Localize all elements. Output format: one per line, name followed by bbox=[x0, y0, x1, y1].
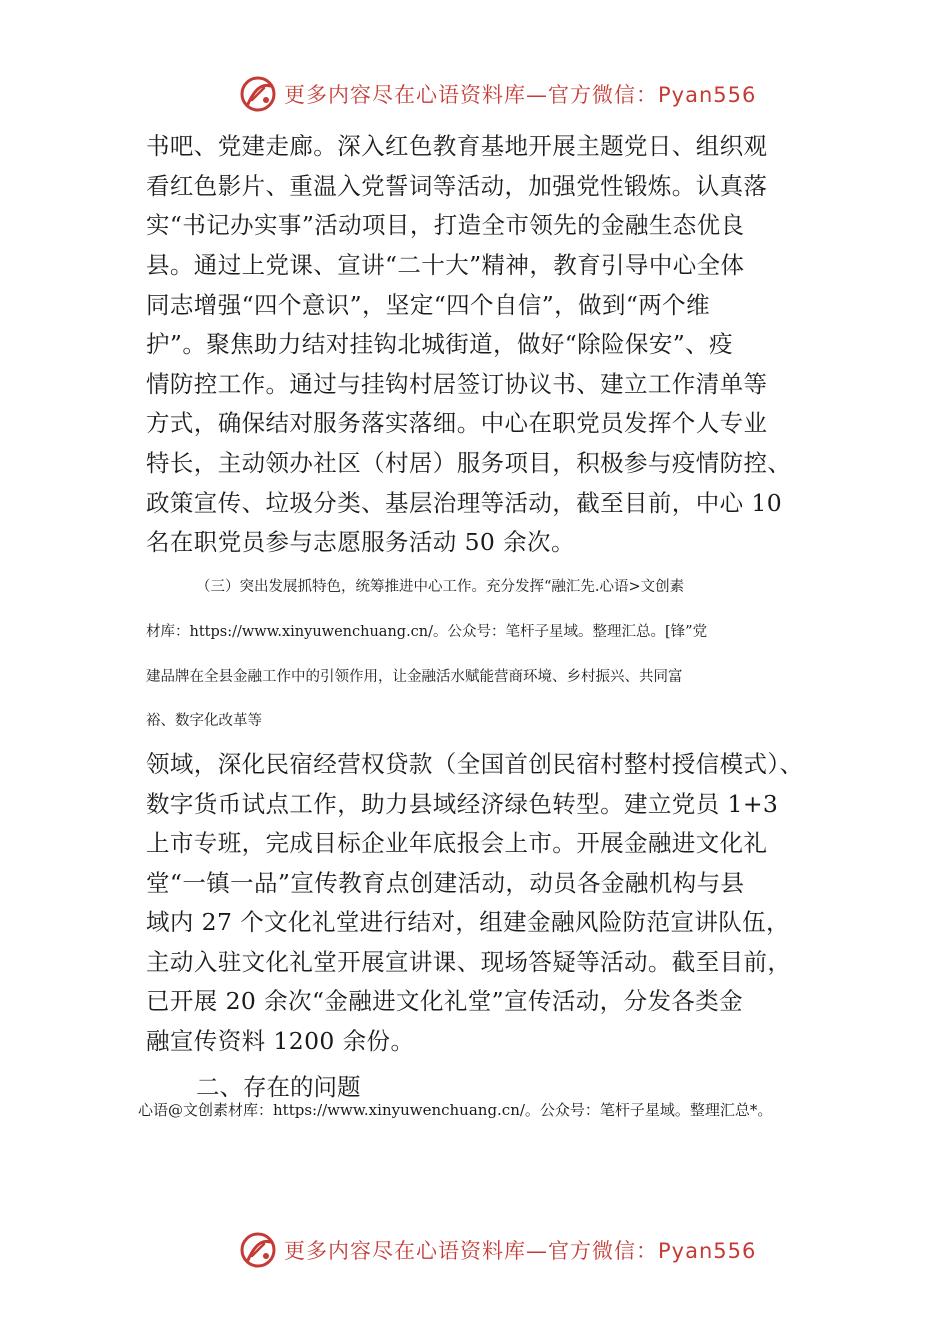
text-line: 看红色影片、重温入党誓词等活动，加强党性锻炼。认真落 bbox=[146, 172, 768, 200]
text-line: 上市专班，完成目标企业年底报会上市。开展金融进文化礼 bbox=[146, 829, 768, 857]
text-line: 实“书记办实事”活动项目，打造全市领先的金融生态优良 bbox=[146, 211, 745, 239]
text-line: 情防控工作。通过与挂钩村居签订协议书、建立工作清单等 bbox=[146, 370, 768, 398]
text-line: 主动入驻文化礼堂开展宣讲课、现场答疑等活动。截至目前， bbox=[146, 948, 792, 976]
text-line: 融宣传资料 1200 余份。 bbox=[146, 1027, 415, 1055]
small-text-line: 材库：https://www.xinyuwenchuang.cn/。公众号：笔杆子星域。整理汇总。[锋”党 bbox=[146, 624, 708, 640]
text-line: 域内 27 个文化礼堂进行结对，组建金融风险防范宣讲队伍， bbox=[146, 908, 790, 936]
footer-banner-text: 更多内容尽在心语资料库—官方微信：Pyan556 bbox=[284, 1239, 757, 1263]
section-heading: 二、存在的问题 bbox=[196, 1073, 361, 1101]
text-line: 方式，确保结对服务落实落细。中心在职党员发挥个人专业 bbox=[146, 409, 768, 437]
text-line: 同志增强“四个意识”，坚定“四个自信”，做到“两个维 bbox=[146, 291, 710, 319]
logo-icon bbox=[238, 1230, 278, 1270]
footer-banner bbox=[238, 1228, 756, 1272]
text-line: 特长，主动领办社区（村居）服务项目，积极参与疫情防控、 bbox=[146, 449, 792, 477]
text-line: 领域，深化民宿经营权贷款（全国首创民宿村整村授信模式）、 bbox=[146, 750, 804, 778]
text-line: 已开展 20 余次“金融进文化礼堂”宣传活动，分发各类金 bbox=[146, 987, 744, 1015]
header-banner-text: 更多内容尽在心语资料库—官方微信：Pyan556 bbox=[284, 83, 757, 107]
logo-icon bbox=[238, 74, 278, 114]
header-banner bbox=[238, 72, 756, 116]
text-line: 数字货币试点工作，助力县域经济绿色转型。建立党员 1+3 bbox=[146, 790, 779, 818]
footnote-text: 心语@文创素材库：https://www.xinyuwenchuang.cn/。公众号：笔杆子星域。整理汇总*。 bbox=[138, 1101, 773, 1119]
text-line: 政策宣传、垃圾分类、基层治理等活动，截至目前，中心 10 bbox=[146, 489, 783, 517]
small-text-line: （三）突出发展抓特色，统筹推进中心工作。充分发挥“融汇先.心语>文创素 bbox=[196, 579, 685, 595]
small-text-line: 建品牌在全县金融工作中的引领作用，让金融活水赋能营商环境、乡村振兴、共同富 bbox=[146, 669, 683, 685]
text-line: 名在职党员参与志愿服务活动 50 余次。 bbox=[146, 528, 575, 556]
text-line: 书吧、党建走廊。深入红色教育基地开展主题党日、组织观 bbox=[146, 132, 768, 160]
text-line: 县。通过上党课、宣讲“二十大”精神，教育引导中心全体 bbox=[146, 251, 745, 279]
text-line: 堂“一镇一品”宣传教育点创建活动，动员各金融机构与县 bbox=[146, 869, 745, 897]
small-text-line: 裕、数字化改革等 bbox=[146, 713, 262, 729]
text-line: 护”。聚焦助力结对挂钩北城街道，做好“除险保安”、疫 bbox=[146, 330, 733, 358]
